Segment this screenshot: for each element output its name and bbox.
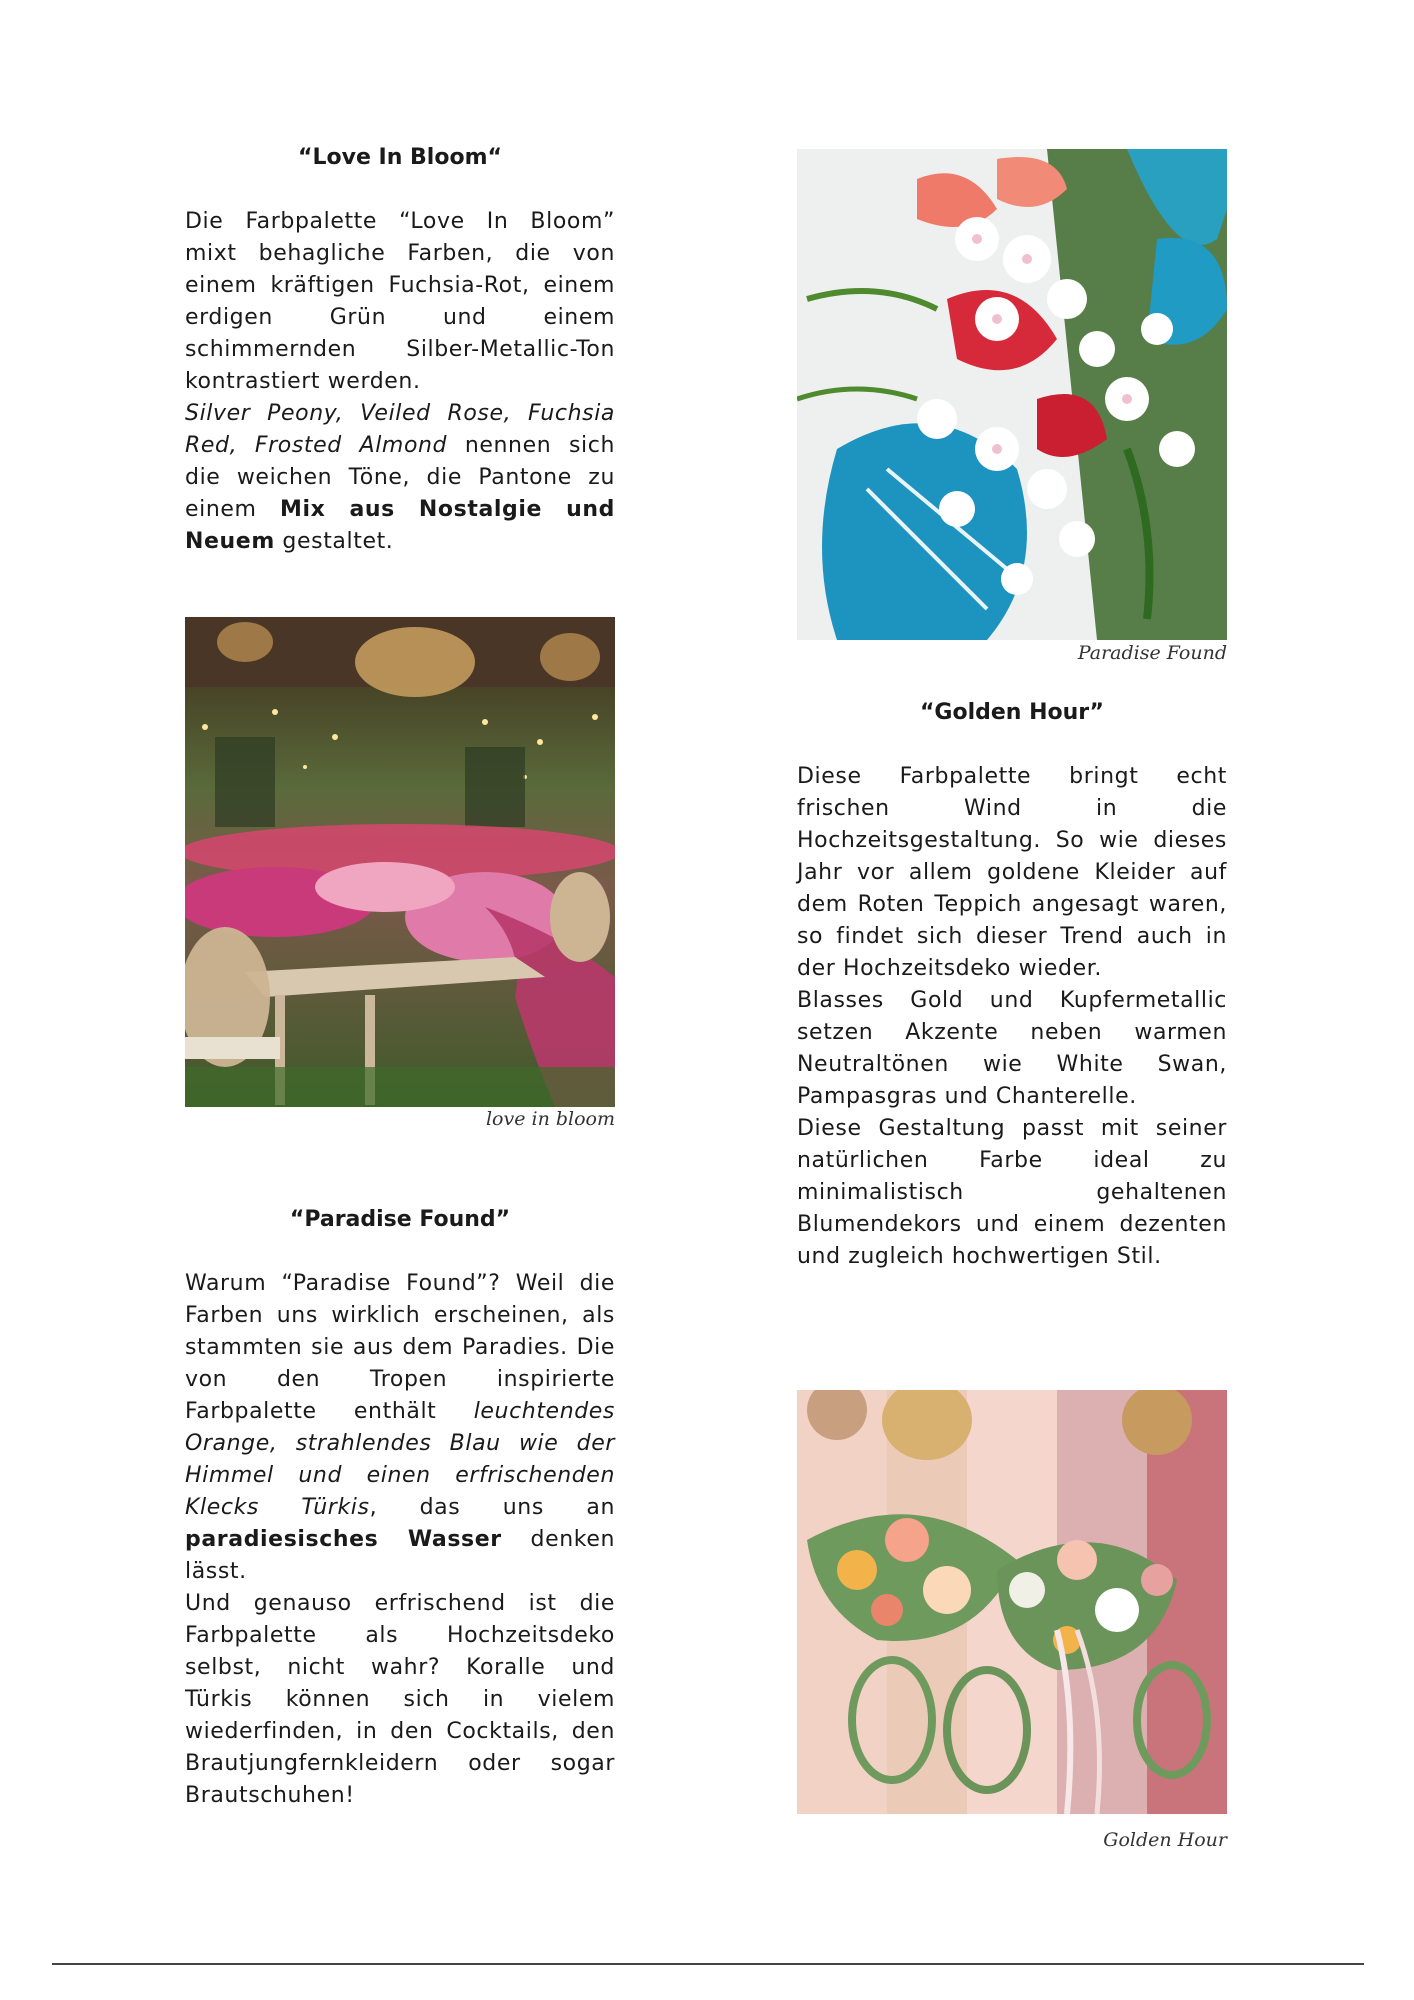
golden-hour-body — [797, 761, 1227, 1273]
golden-hour-paragraph — [797, 985, 1227, 1113]
italic-text: leuchtendes Orange, strahlendes Blau wie der Himmel und einen erfrischenden Klecks Türkis — [185, 1399, 615, 1520]
text-run: , das uns an — [369, 1495, 615, 1520]
golden-hour-paragraph — [797, 761, 1227, 985]
love-in-bloom-paragraph — [185, 398, 615, 558]
text-run: Diese Gestaltung passt mit seiner natürlichen Farbe ideal zu minimalistisch gehaltenen Blumendekors und einem dezenten und zugleich hochwertigen Stil. — [797, 1116, 1227, 1269]
love-in-bloom-heading: “Love In Bloom“ — [298, 145, 502, 170]
love-in-bloom-photo — [185, 617, 615, 1107]
paradise-found-heading: “Paradise Found” — [289, 1207, 511, 1232]
golden-hour-photo — [797, 1390, 1227, 1814]
golden-hour-caption: Golden Hour — [1103, 1829, 1227, 1851]
text-run: Diese Farbpalette bringt echt frischen Wind in die Hochzeitsgestaltung. So wie dieses Jahr vor allem goldene Kleider auf dem Roten Teppich angesagt waren, so findet sich dieser Trend auch in der Hochzeitsdeko wieder. — [797, 764, 1227, 981]
text-run: nennen sich die weichen Töne, die Pantone zu einem — [185, 433, 615, 522]
text-run: denken lässt. — [185, 1527, 616, 1584]
paradise-found-paragraph — [185, 1588, 615, 1812]
love-in-bloom-paragraph — [185, 206, 615, 398]
bold-text: Mix aus Nostalgie und Neuem — [185, 497, 615, 554]
golden-hour-section — [797, 697, 1227, 1273]
paradise-found-section — [185, 1204, 615, 1812]
love-in-bloom-caption: love in bloom — [485, 1108, 615, 1130]
paradise-found-caption: Paradise Found — [1077, 642, 1227, 664]
text-run: gestaltet. — [274, 529, 394, 554]
text-run: Blasses Gold und Kupfermetallic setzen Akzente neben warmen Neutraltönen wie White Swan, Pampasgras und Chanterelle. — [797, 988, 1227, 1109]
love-in-bloom-body — [185, 206, 615, 558]
golden-hour-heading: “Golden Hour” — [919, 700, 1105, 725]
bold-text: paradiesisches Wasser — [185, 1527, 502, 1552]
footer-divider — [52, 1963, 1364, 1965]
paradise-found-body — [185, 1268, 615, 1812]
paradise-found-photo — [797, 149, 1227, 640]
love-in-bloom-section — [185, 142, 615, 558]
italic-text: Silver Peony, Veiled Rose, Fuchsia Red, Frosted Almond — [185, 401, 615, 458]
text-run: Warum “Paradise Found”? Weil die Farben uns wirklich erscheinen, als stammten sie aus dem Paradies. Die von den Tropen inspirierte Farbpalette enthält — [185, 1271, 615, 1424]
golden-hour-paragraph — [797, 1113, 1227, 1273]
text-run: Die Farbpalette “Love In Bloom” mixt behagliche Farben, die von einem kräftigen Fuchsia-Rot, einem erdigen Grün und einem schimmernden Silber-Metallic-Ton kontrastiert werden. — [185, 209, 615, 394]
text-run: Und genauso erfrischend ist die Farbpalette als Hochzeitsdeko selbst, nicht wahr? Koralle und Türkis können sich in vielem wiederfinden, in den Cocktails, den Brautjungfernkleidern oder sogar Brautschuhen! — [185, 1591, 615, 1808]
paradise-found-paragraph — [185, 1268, 615, 1588]
